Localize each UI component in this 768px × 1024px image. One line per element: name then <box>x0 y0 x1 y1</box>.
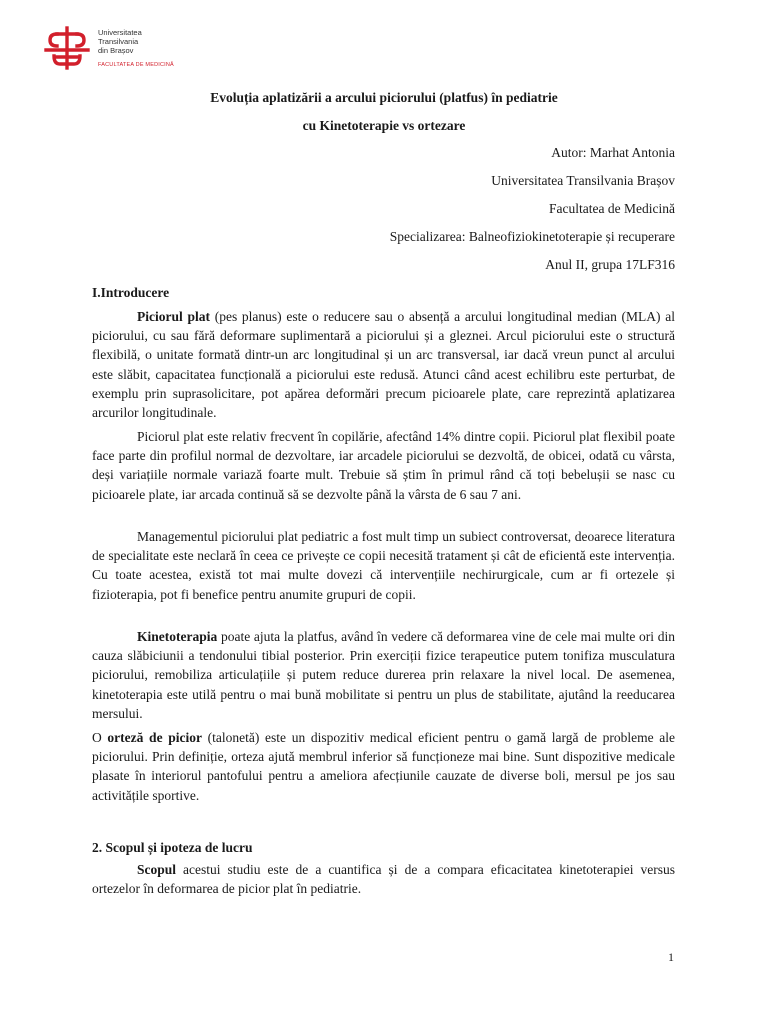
bold-term: Piciorul plat <box>137 309 210 324</box>
paragraph-flat-foot-definition <box>92 307 675 422</box>
logo-line-1: Universitatea <box>98 28 142 37</box>
paragraph-text: acestui studiu este de a cuantifica și de a compara eficacitatea kinetoterapiei versus ortezelor în deformarea de picior plat în pediatrie. <box>92 862 675 897</box>
paragraph-text: (pes planus) este o reducere sau o absență a arcului longitudinal median (MLA) al piciorului, cu sau fără deformare suplimentară a piciorului și a gleznei. Arcul piciorului este o structură flexibilă, o unitate formată dintr-un arc longitudinal și un arc transversal, iar dacă vreun punct al arcului este slăbit, capacitatea funcțională a piciorului este redusă. Atunci când acest echilibru este perturbat, de exemplu prin suprasolicitare, pot apărea deformări precum picioarele plate, care reprezintă aplatizarea arcurilor longitudinale. <box>92 309 676 421</box>
logo-line-3: din Brașov <box>98 46 134 55</box>
faculty: Facultatea de Medicină <box>549 201 675 216</box>
document-title-line-2: cu Kinetoterapie vs ortezare <box>302 118 466 133</box>
university-emblem-icon <box>44 26 90 70</box>
bold-term: Kinetoterapia <box>137 629 218 644</box>
bold-term: Scopul <box>137 862 177 877</box>
paragraph-text: poate ajuta la platfus, având în vedere că deformarea vine de cele mai multe ori din cauza slăbiciunii a tendonului tibial posterior. Prin exerciții fizice terapeutice putem tonifiza musculatura piciorului, remobiliza articulațiile și putem reduce durerea prin relaxare la nivel local. De asemenea, kinetoterapia este utilă pentru o mai bună mobilitate si pentru un plus de stabilitate, ajutând la reeducarea mersului. <box>92 629 675 721</box>
author: Autor: Marhat Antonia <box>551 145 675 160</box>
paragraph-orthosis <box>92 728 675 805</box>
paragraph-prefix: O <box>92 730 108 745</box>
logo-line-2: Transilvania <box>98 37 139 46</box>
document-title-line-1: Evoluția aplatizării a arcului piciorului (platfus) în pediatrie <box>210 90 558 105</box>
year-group: Anul II, grupa 17LF316 <box>545 257 675 272</box>
paragraph-text: (talonetă) este un dispozitiv medical eficient pentru o gamă largă de probleme ale piciorului. Prin definiție, orteza ajută membrul inferior să funcționeze mai bine. Sunt dispozitive medicale plasate în interiorul pantofului pentru a ameliora afecțiunile cauzate de diverse boli, mersul pe jos sau activitățile sportive. <box>92 730 676 803</box>
university-logo <box>44 26 174 70</box>
page-number: 1 <box>668 950 674 964</box>
university: Universitatea Transilvania Brașov <box>491 173 675 188</box>
logo-faculty: FACULTATEA DE MEDICINĂ <box>98 62 174 68</box>
paragraph-kinetotherapy <box>92 627 675 723</box>
section-1-heading: I.Introducere <box>92 285 170 300</box>
paragraph-childhood-prevalence: Piciorul plat este relativ frecvent în copilărie, afectând 14% dintre copii. Piciorul plat flexibil poate face parte din profilul normal de dezvoltare, iar arcadele piciorului se dezvoltă, de obicei, odată cu vârsta, deși variațiile normale variază foarte mult. Trebuie să știm în primul rând că toți bebelușii se nasc cu picioarele plate, iar arcada continuă să se dezvolte până la vârsta de 6 sau 7 ani. <box>92 429 675 502</box>
bold-term: orteză de picior <box>107 730 202 745</box>
paragraph-management: Managementul piciorului plat pediatric a fost mult timp un subiect controversat, deoarece literatura de specialitate este neclară în ceea ce privește ce copii necesită tratament și cât de eficientă este intervenția. Cu toate acestea, există tot mai multe dovezi că intervențiile nechirurgicale, cum ar fi ortezele și fizioterapia, pot fi benefice pentru anumite grupuri de copii. <box>92 529 675 602</box>
paragraph-purpose <box>92 860 675 898</box>
specialization: Specializarea: Balneofiziokinetoterapie și recuperare <box>389 229 675 244</box>
section-2-heading: 2. Scopul și ipoteza de lucru <box>92 840 253 855</box>
